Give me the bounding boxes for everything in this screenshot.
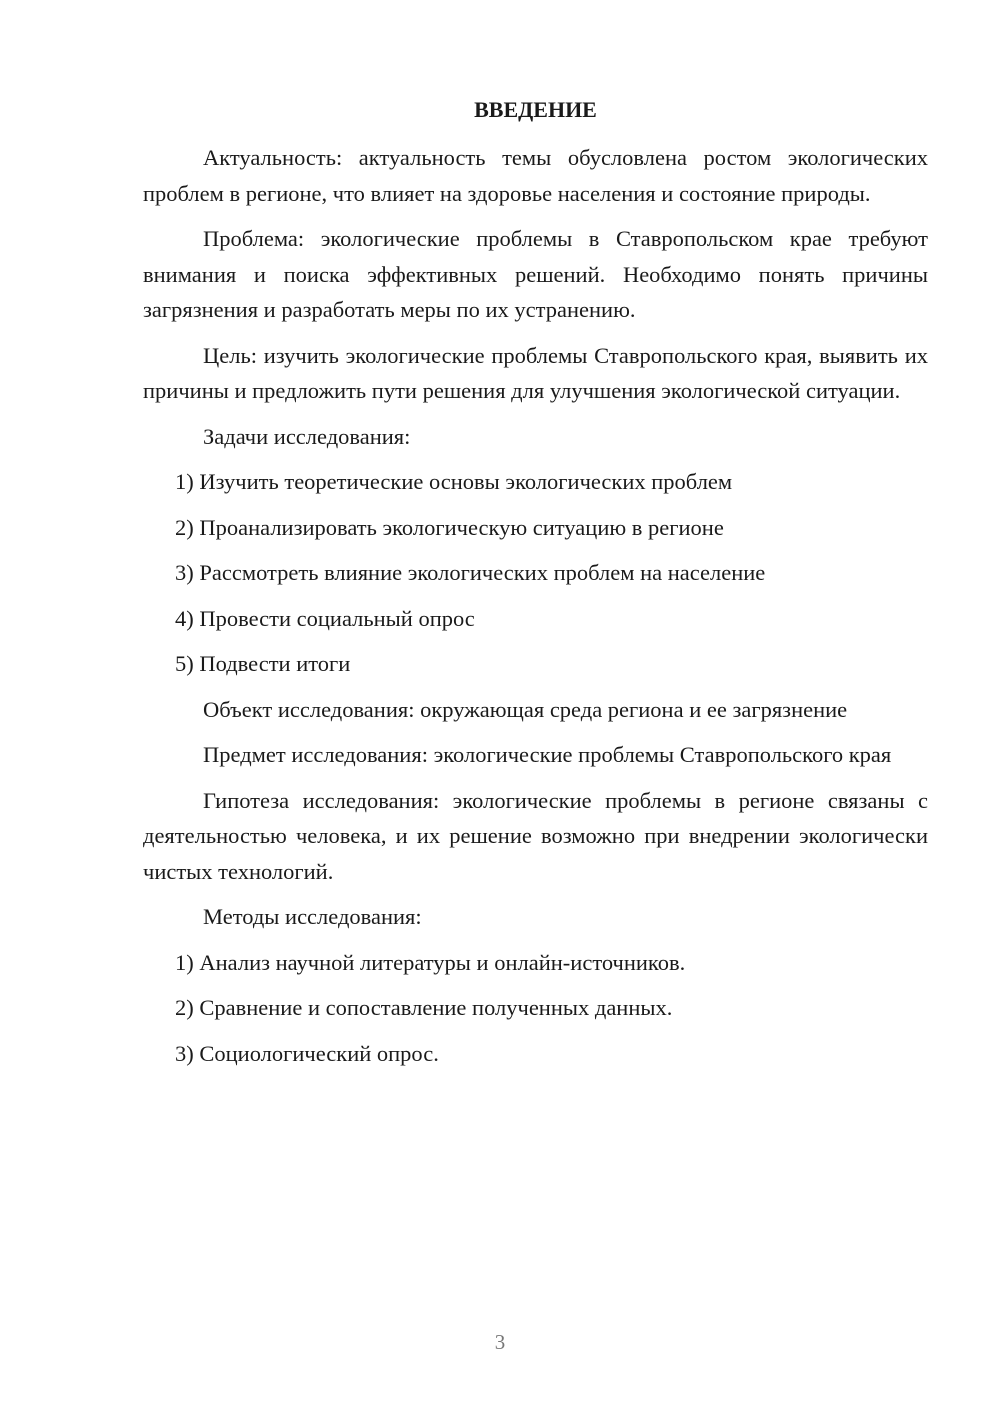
tasks-list xyxy=(143,464,928,682)
paragraph-goal: Цель: изучить экологические проблемы Ставропольского края, выявить их причины и предложить пути решения для улучшения экологической ситуации. xyxy=(143,342,928,403)
page-content xyxy=(143,92,928,1081)
list-item: 3) Рассмотреть влияние экологических проблем на население xyxy=(175,560,766,585)
list-item: 1) Анализ научной литературы и онлайн-источников. xyxy=(175,949,686,975)
paragraph-relevance: Актуальность: актуальность темы обусловлена ростом экологических проблем в регионе, что влияет на здоровье населения и состояние природы. xyxy=(143,145,928,206)
list-item: 5) Подвести итоги xyxy=(175,651,351,676)
list-item: 2) Сравнение и сопоставление полученных данных. xyxy=(175,995,673,1020)
list-item: 4) Провести социальный опрос xyxy=(175,605,475,631)
tasks-heading: Задачи исследования: xyxy=(203,423,411,449)
page-number: 3 xyxy=(494,1330,506,1354)
paragraph-subject: Предмет исследования: экологические проблемы Ставропольского края xyxy=(203,742,892,767)
paragraph-problem: Проблема: экологические проблемы в Ставропольском крае требуют внимания и поиска эффективных решений. Необходимо понять причины загрязнения и разработать меры по их устранению. xyxy=(143,226,928,322)
methods-heading: Методы исследования: xyxy=(203,904,422,929)
list-item: 1) Изучить теоретические основы экологических проблем xyxy=(175,469,733,494)
list-item: 2) Проанализировать экологическую ситуацию в регионе xyxy=(175,514,724,540)
list-item: 3) Социологический опрос. xyxy=(175,1040,439,1066)
section-title: ВВЕДЕНИЕ xyxy=(474,97,597,122)
methods-list xyxy=(143,945,928,1072)
paragraph-hypothesis: Гипотеза исследования: экологические проблемы в регионе связаны с деятельностью человека, и их решение возможно при внедрении экологически чистых технологий. xyxy=(143,787,928,884)
paragraph-object: Объект исследования: окружающая среда региона и ее загрязнение xyxy=(203,696,848,722)
